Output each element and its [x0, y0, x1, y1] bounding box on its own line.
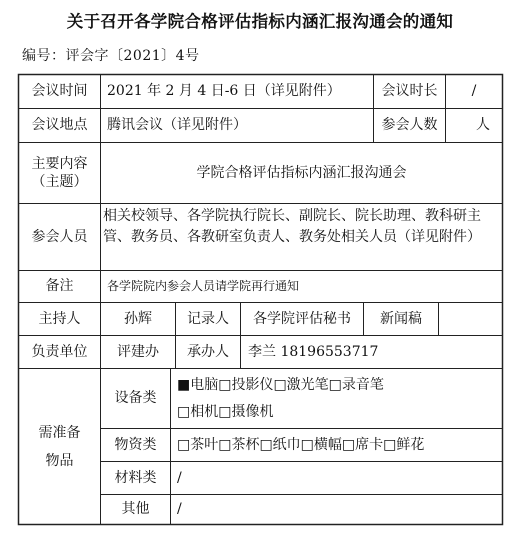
topic-label-line1: 主要内容	[31, 155, 88, 172]
topic-label	[19, 143, 100, 203]
document-number: 编号：评会字〔2021〕4号	[22, 48, 200, 64]
news-release-label: 新闻稿	[380, 310, 422, 327]
recorder-value: 各学院评估秘书	[253, 310, 351, 327]
equipment-label: 设备类	[114, 390, 157, 407]
equipment-options-line1: ■电脑□投影仪□激光笔□录音笔	[177, 376, 384, 393]
equipment-options	[171, 369, 502, 428]
handler-value: 李兰 18196553717	[248, 343, 379, 360]
notes-label: 备注	[45, 278, 74, 295]
host-value: 孙辉	[124, 310, 152, 327]
news-release-value	[439, 303, 502, 335]
meeting-duration-value: /	[471, 83, 477, 100]
meeting-place-label: 会议地点	[31, 117, 88, 134]
topic-label-line2: （主题）	[31, 174, 88, 190]
materials-value: /	[177, 469, 182, 486]
host-label: 主持人	[38, 310, 81, 327]
equipment-options-line2: □相机□摄像机	[177, 403, 274, 420]
other-label: 其他	[121, 501, 150, 518]
responsible-unit-value: 评建办	[117, 343, 159, 360]
other-value: /	[177, 501, 182, 518]
needs-label	[19, 369, 100, 524]
meeting-place-value: 腾讯会议（详见附件）	[107, 117, 247, 134]
goods-options: □茶叶□茶杯□纸巾□横幅□席卡□鲜花	[177, 436, 425, 453]
attendee-count-label: 参会人数	[381, 117, 438, 134]
meeting-duration-label: 会议时长	[381, 83, 438, 100]
responsible-unit-label: 负责单位	[31, 343, 88, 360]
needs-label-line1: 需准备	[38, 424, 81, 441]
page-title: 关于召开各学院合格评估指标内涵汇报沟通会的通知	[66, 12, 454, 31]
goods-label: 物资类	[114, 436, 157, 453]
attendee-count-value: 人	[476, 117, 490, 134]
meeting-time-label: 会议时间	[31, 83, 88, 100]
meeting-time-value: 2021 年 2 月 4 日-6 日（详见附件）	[107, 83, 341, 100]
recorder-label: 记录人	[187, 310, 229, 327]
handler-label: 承办人	[187, 343, 229, 360]
attendees-value: 相关校领导、各学院执行院长、副院长、院长助理、教科研主管、教务员、各教研室负责人、教务处相关人员（详见附件）	[103, 208, 481, 245]
topic-value: 学院合格评估指标内涵汇报沟通会	[196, 164, 407, 181]
materials-label: 材料类	[114, 469, 157, 486]
attendees-label: 参会人员	[31, 228, 88, 245]
needs-label-line2: 物品	[45, 452, 74, 469]
notes-value: 各学院院内参会人员请学院再行通知	[107, 278, 300, 293]
